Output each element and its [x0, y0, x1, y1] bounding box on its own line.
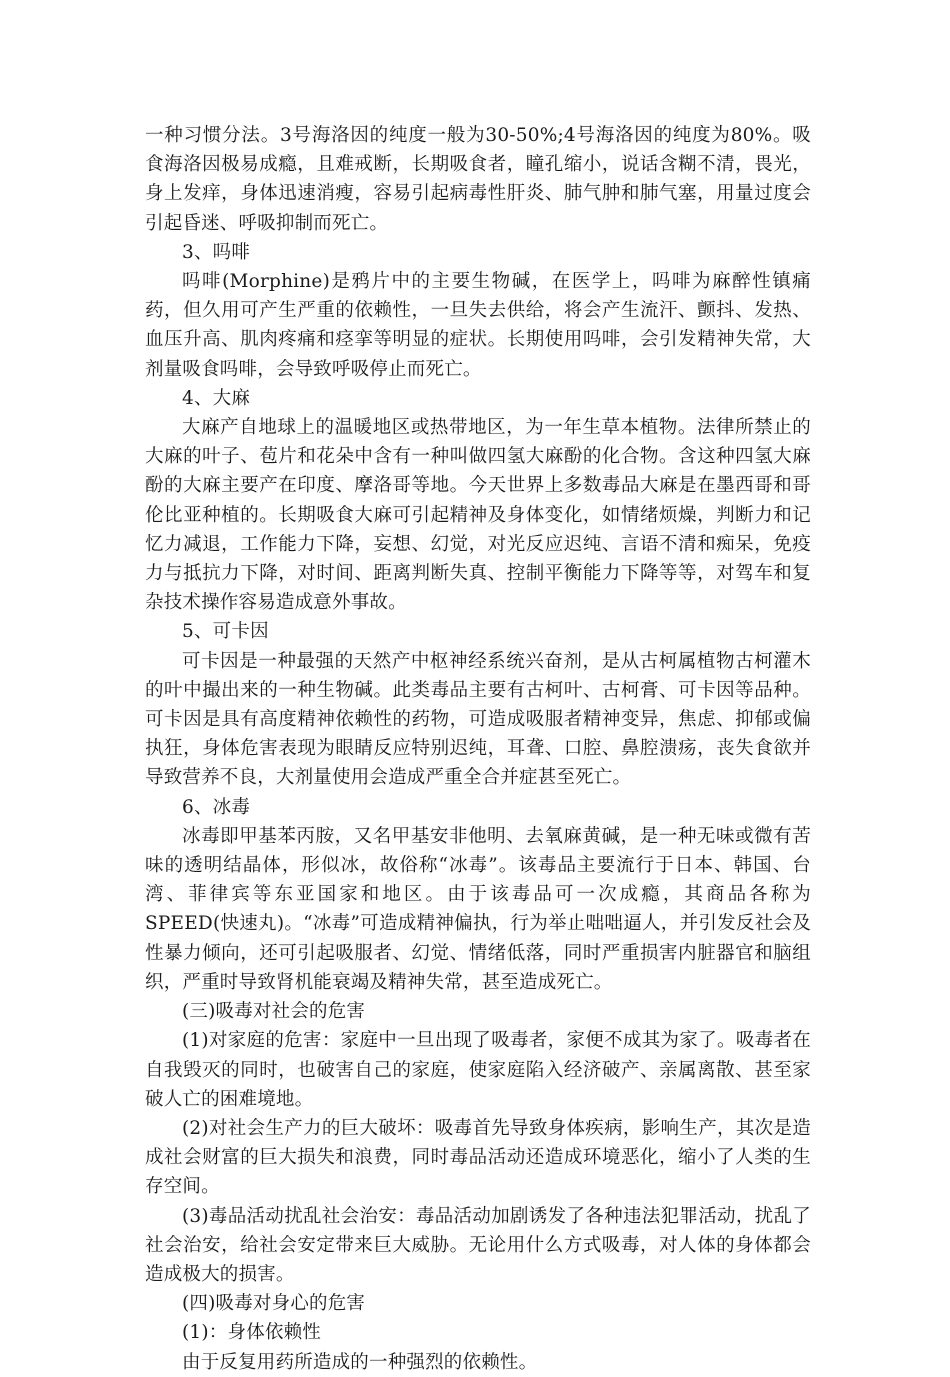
paragraph-family-harm: (1)对家庭的危害：家庭中一旦出现了吸毒者，家便不成其为家了。吸毒者在自我毁灭的同时，也破害自己的家庭，使家庭陷入经济破产、亲属离散、甚至家破人亡的困难境地。: [145, 1030, 811, 1110]
heading-social-harm: (三)吸毒对社会的危害: [182, 1001, 366, 1023]
paragraph-methamphetamine: 冰毒即甲基苯丙胺，又名甲基安非他明、去氧麻黄碱，是一种无味或微有苦味的透明结晶体，形似冰，故俗称“冰毒”。该毒品主要流行于日本、韩国、台湾、菲律宾等东亚国家和地区。由于该毒品可一次成瘾，其商品各称为SPEED(快速丸)。“冰毒”可造成精神偏执，行为举止咄咄逼人，并引发反社会及性暴力倾向，还可引起吸服者、幻觉、情绪低落，同时严重损害内脏器官和脑组织，严重时导致肾机能衰竭及精神失常，甚至造成死亡。: [145, 825, 811, 993]
paragraph-productivity-harm: (2)对社会生产力的巨大破坏：吸毒首先导致身体疾病，影响生产，其次是造成社会财富的巨大损失和浪费，同时毒品活动还造成环境恶化，缩小了人类的生存空间。: [145, 1117, 811, 1198]
heading-methamphetamine: 6、冰毒: [182, 796, 251, 818]
paragraph-physical-dependence: 由于反复用药所造成的一种强烈的依赖性。: [182, 1351, 538, 1373]
document-page: [145, 121, 811, 1377]
heading-cocaine: 5、可卡因: [182, 621, 269, 643]
paragraph-cannabis: 大麻产自地球上的温暖地区或热带地区，为一年生草本植物。法律所禁止的大麻的叶子、苞片和花朵中含有一种叫做四氢大麻酚的化合物。含这种四氢大麻酚的大麻主要产在印度、摩洛哥等地。今天世界上多数毒品大麻是在墨西哥和哥伦比亚种植的。长期吸食大麻可引起精神及身体变化，如情绪烦燥，判断力和记忆力减退，工作能力下降，妄想、幻觉，对光反应迟纯、言语不清和痴呆，免疫力与抵抗力下降，对时间、距离判断失真、控制平衡能力下降等等，对驾车和复杂技术操作容易造成意外事故。: [145, 417, 811, 614]
heading-morphine: 3、吗啡: [182, 241, 251, 263]
heading-physical-dependence: (1)：身体依赖性: [182, 1322, 322, 1344]
paragraph-public-order-harm: (3)毒品活动扰乱社会治安：毒品活动加剧诱发了各种违法犯罪活动，扰乱了社会治安，给社会安定带来巨大威胁。无论用什么方式吸毒，对人体的身体都会造成极大的损害。: [145, 1205, 811, 1285]
heading-mind-body-harm: (四)吸毒对身心的危害: [182, 1293, 366, 1315]
paragraph-heroin-continued: 一种习惯分法。3号海洛因的纯度一般为30-50%;4号海洛因的纯度为80%。吸食海洛因极易成瘾，且难戒断，长期吸食者，瞳孔缩小，说话含糊不清，畏光，身上发痒，身体迅速消瘦，容易引起病毒性肝炎、肺气肿和肺气塞，用量过度会引起昏迷、呼吸抑制而死亡。: [145, 125, 811, 234]
paragraph-cocaine: 可卡因是一种最强的天然产中枢神经系统兴奋剂，是从古柯属植物古柯灌木的叶中撮出来的一种生物碱。此类毒品主要有古柯叶、古柯膏、可卡因等品种。可卡因是具有高度精神依赖性的药物，可造成吸服者精神变异，焦虑、抑郁或偏执狂，身体危害表现为眼睛反应特别迟纯，耳聋、口腔、鼻腔溃疡，丧失食欲并导致营养不良，大剂量使用会造成严重全合并症甚至死亡。: [145, 650, 811, 789]
paragraph-morphine: 吗啡(Morphine)是鸦片中的主要生物碱，在医学上，吗啡为麻醉性镇痛药，但久用可产生严重的依赖性，一旦失去供给，将会产生流汗、颤抖、发热、血压升高、肌肉疼痛和痉挛等明显的症状。长期使用吗啡，会引发精神失常，大剂量吸食吗啡，会导致呼吸停止而死亡。: [145, 271, 811, 380]
heading-cannabis: 4、大麻: [182, 387, 251, 409]
